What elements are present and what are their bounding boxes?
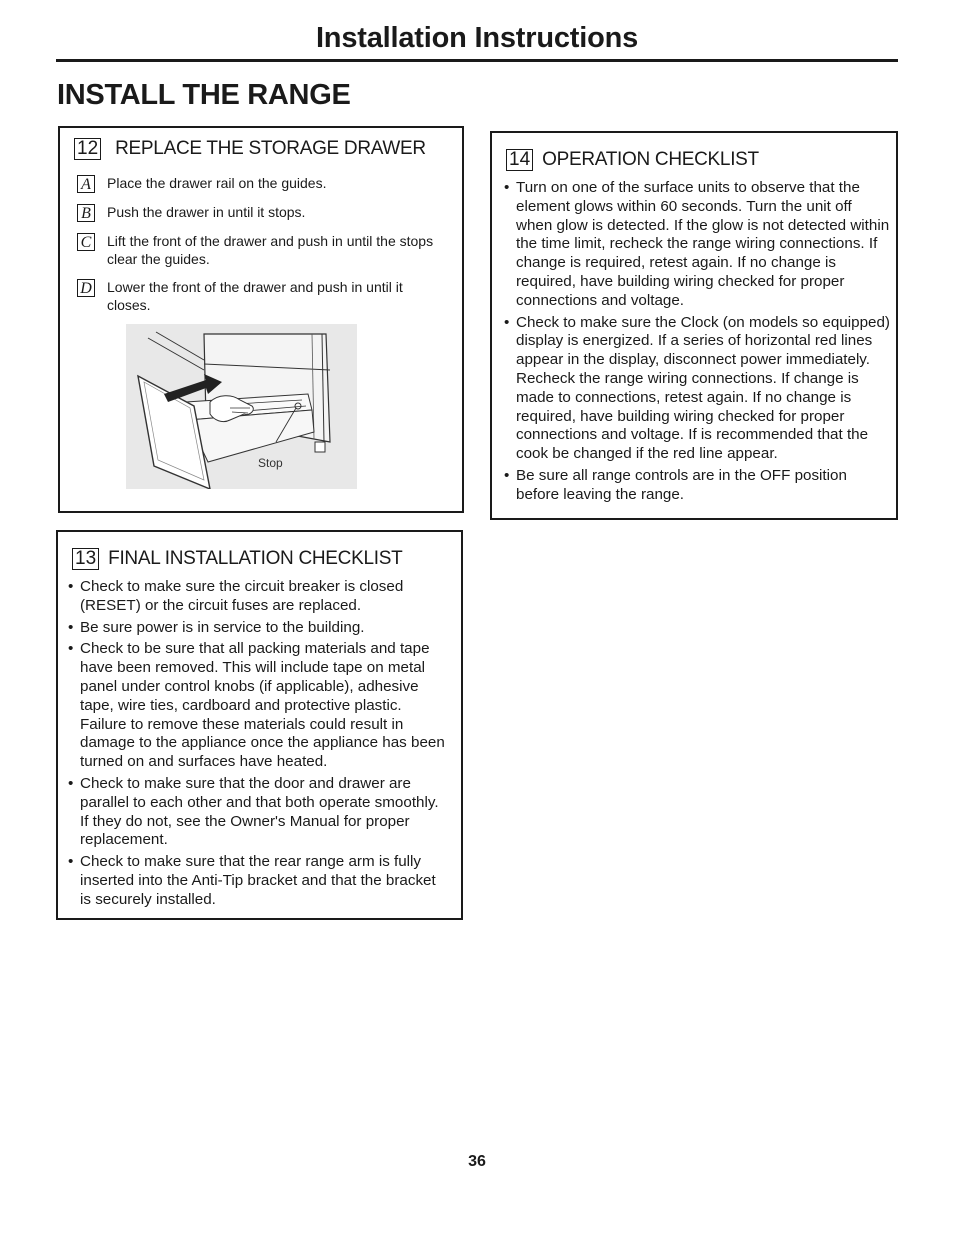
list-item: • Check to make sure that the rear range arm is fully inserted into the Anti-Tip bracket and that the bracket is securely installed. [68, 853, 450, 909]
operation-checklist [504, 179, 890, 508]
substep-text: Lift the front of the drawer and push in until the stops clear the guides. [107, 233, 434, 267]
step-13-header [72, 548, 402, 570]
step-13-number: 13 [72, 548, 99, 570]
drawer-drawing [126, 324, 357, 489]
step-12-number: 12 [74, 138, 101, 160]
list-item: • Be sure power is in service to the building. [68, 619, 450, 638]
substep-text: Place the drawer rail on the guides. [107, 175, 327, 191]
page-title: Installation Instructions [315, 22, 639, 54]
substep-letter: C [77, 233, 95, 251]
list-item: • Turn on one of the surface units to observe that the element glows within 60 seconds. Turn the unit off when glow is detected. If the glow is not detected within the time limit, recheck the range wiring connections. If change is required, retest again. If no change is required, have building wiring checked for proper connections and voltage. [504, 179, 890, 311]
substep-c [77, 232, 447, 268]
step-14-number: 14 [506, 149, 533, 171]
substep-letter: A [77, 175, 95, 193]
step-12-panel [58, 126, 464, 513]
substep-a [77, 174, 447, 193]
substep-text: Lower the front of the drawer and push in until it closes. [107, 279, 403, 313]
final-checklist [68, 578, 450, 913]
step-12-header [74, 138, 426, 160]
page-number: 36 [468, 1153, 486, 1170]
step-14-header [506, 149, 759, 171]
stop-label: Stop [258, 456, 283, 470]
list-item: • Check to make sure the circuit breaker is closed (RESET) or the circuit fuses are replaced. [68, 578, 450, 616]
list-item: • Check to be sure that all packing materials and tape have been removed. This will include tape on metal panel under control knobs (if applicable), adhesive tape, wire ties, cardboard and protective plastic. Failure to remove these materials could result in damage to the appliance once the appliance has been turned on and surfaces have heated. [68, 640, 450, 772]
substep-b [77, 203, 447, 222]
step-14-panel [490, 131, 898, 520]
title-divider [56, 59, 898, 62]
list-item: • Be sure all range controls are in the OFF position before leaving the range. [504, 467, 890, 505]
section-title: INSTALL THE RANGE [57, 79, 351, 111]
step-14-title: OPERATION CHECKLIST [542, 149, 759, 170]
drawer-illustration [126, 324, 357, 489]
substep-list [77, 174, 447, 324]
list-item: • Check to make sure the Clock (on models so equipped) display is energized. If a series of horizontal red lines appear in the display, disconnect power immediately. Recheck the range wiring connections. If change is made to connections, retest again. If no change is required, have building wiring checked for proper connections and voltage. If is recommended that the cook be changed if the red line appear. [504, 314, 890, 464]
substep-letter: B [77, 204, 95, 222]
step-13-title: FINAL INSTALLATION CHECKLIST [108, 548, 403, 569]
step-13-panel [56, 530, 463, 920]
step-12-title: REPLACE THE STORAGE DRAWER [115, 138, 426, 159]
substep-d [77, 278, 447, 314]
substep-text: Push the drawer in until it stops. [107, 204, 306, 220]
list-item: • Check to make sure that the door and drawer are parallel to each other and that both operate smoothly. If they do not, see the Owner's Manual for proper replacement. [68, 775, 450, 850]
substep-letter: D [77, 279, 95, 297]
